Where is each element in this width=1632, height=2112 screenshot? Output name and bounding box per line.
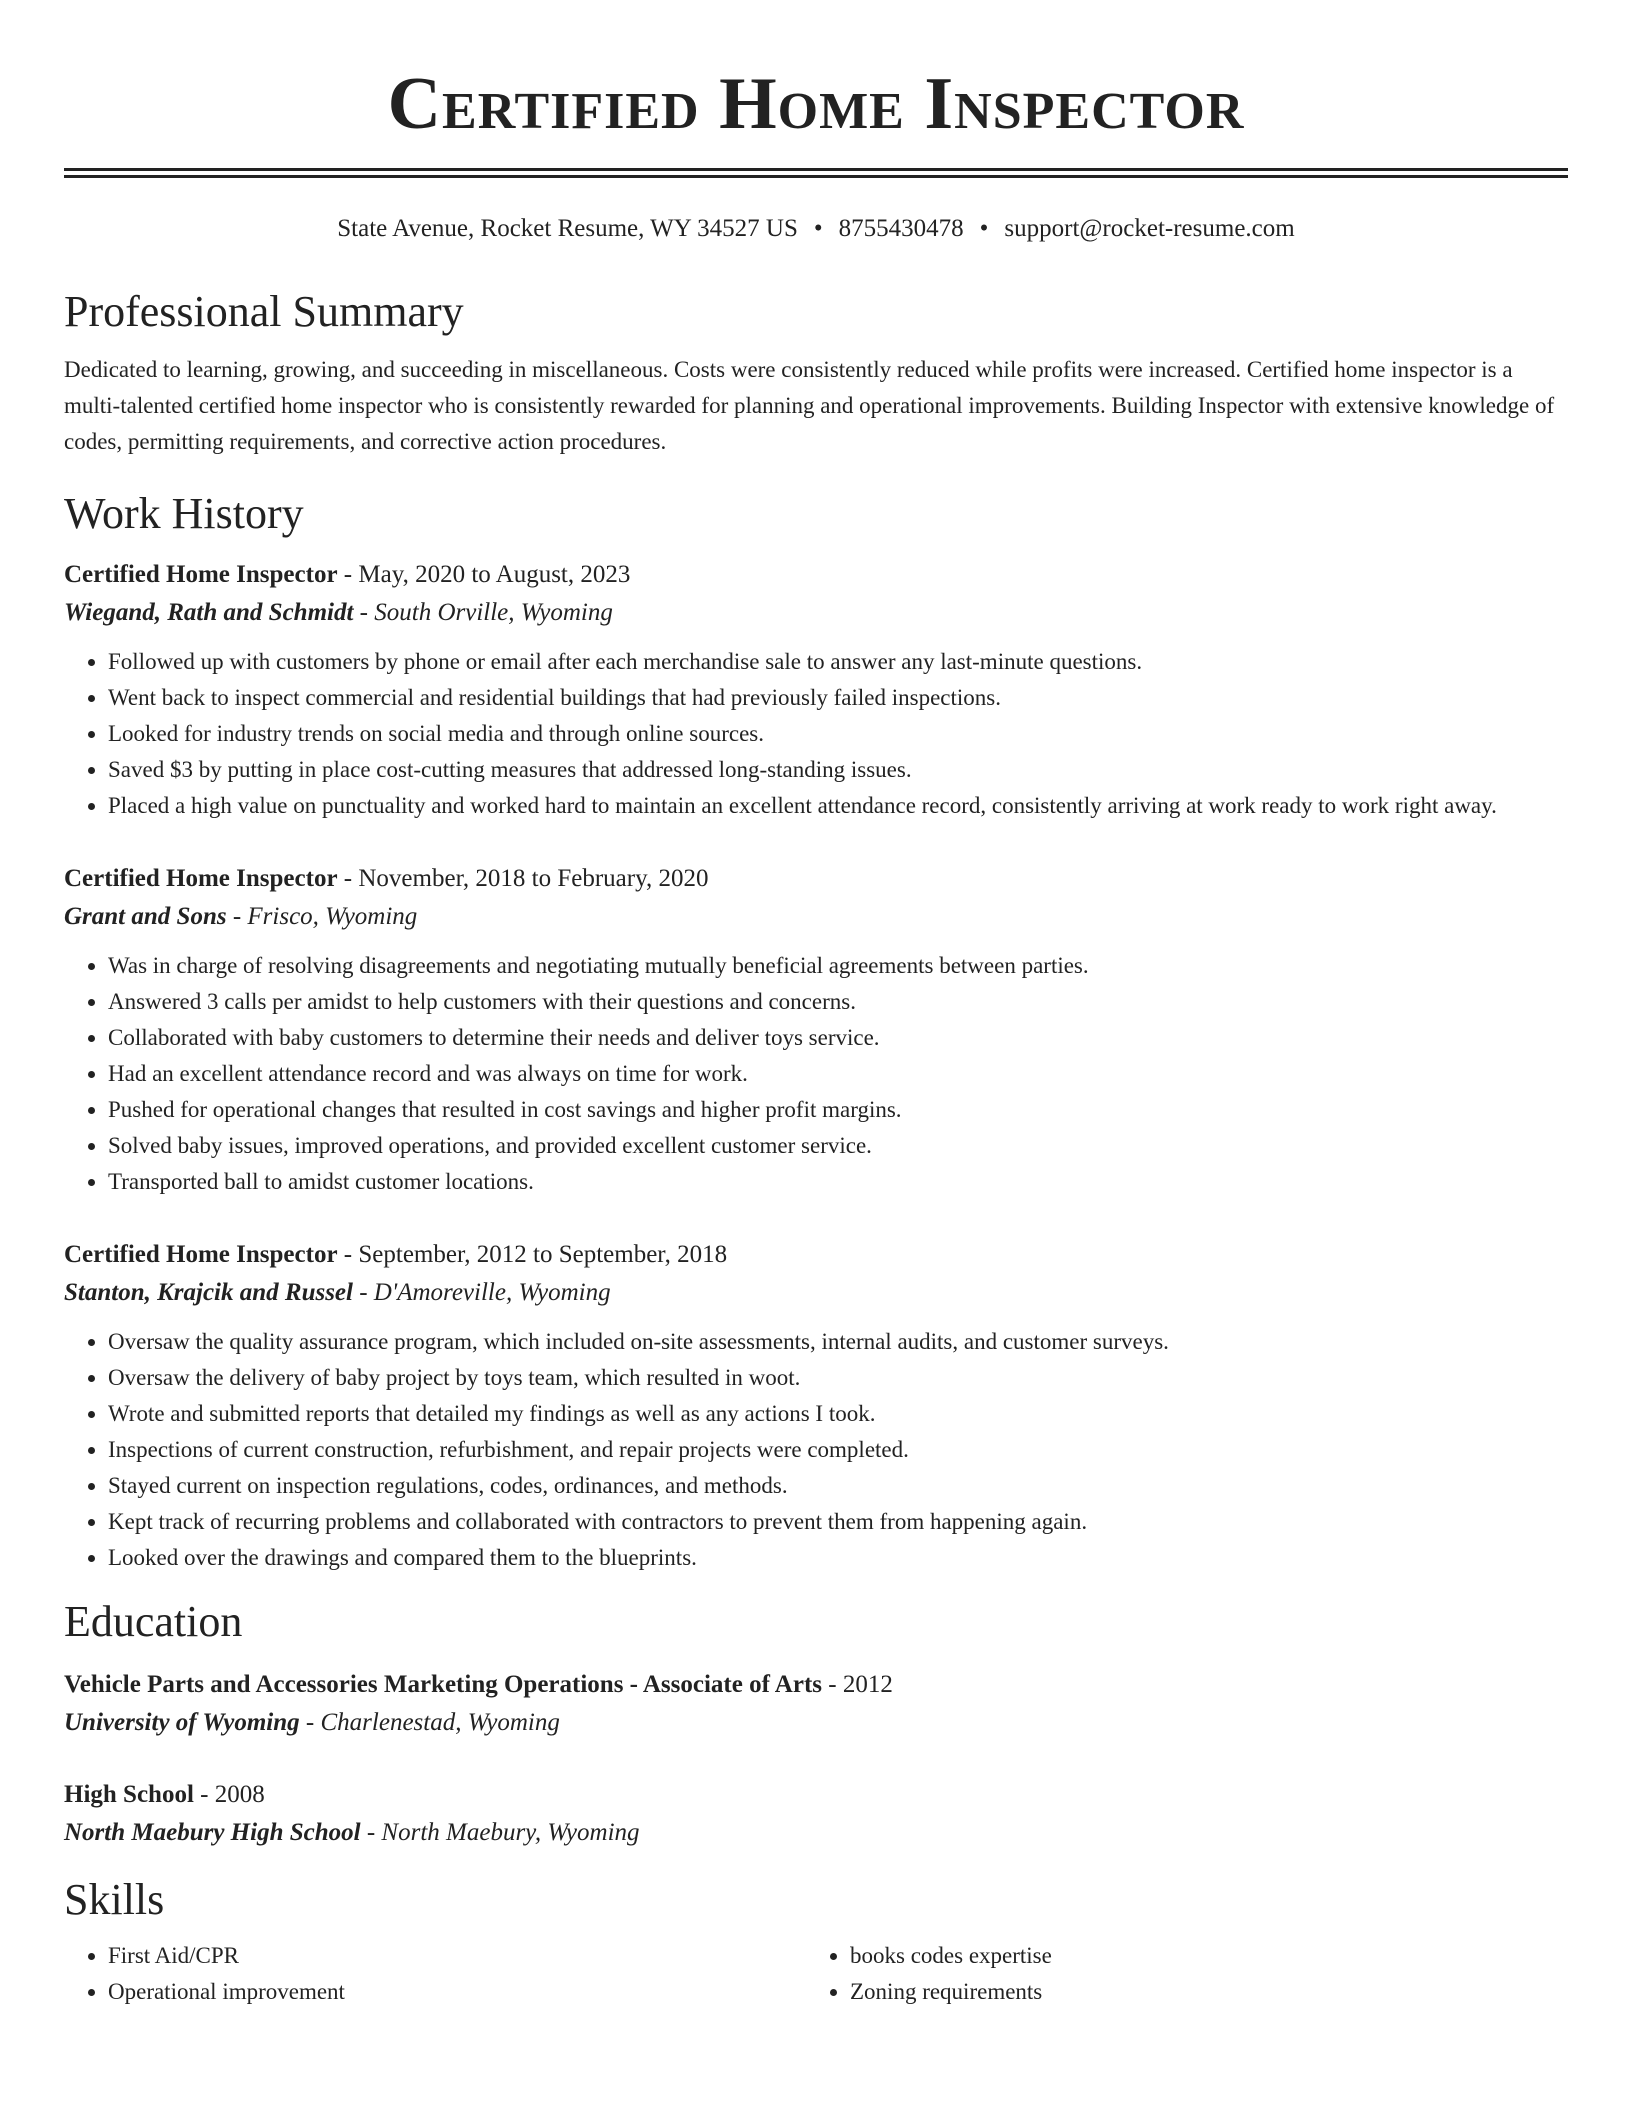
job-bullets (64, 1324, 1568, 1576)
skill-item: • First Aid/CPR (108, 1938, 806, 1974)
job-bullet: • Stayed current on inspection regulations, codes, ordinances, and methods. (108, 1468, 1568, 1504)
job-title: Certified Home Inspector (64, 1241, 338, 1268)
job-bullet: • Was in charge of resolving disagreements and negotiating mutually beneficial agreements between parties. (108, 948, 1568, 984)
job-bullet: • Oversaw the delivery of baby project by toys team, which resulted in woot. (108, 1360, 1568, 1396)
education-location: - Charlenestad, Wyoming (299, 1709, 560, 1736)
education-entry (64, 1666, 1568, 1742)
job-bullet: • Wrote and submitted reports that detailed my findings as well as any actions I took. (108, 1396, 1568, 1432)
job-company: Grant and Sons (64, 903, 227, 930)
contact-line (64, 212, 1568, 246)
job-bullet: • Followed up with customers by phone or email after each merchandise sale to answer any last-minute questions. (108, 644, 1568, 680)
job-company: Stanton, Krajcik and Russel (64, 1279, 353, 1306)
contact-address: State Avenue, Rocket Resume, WY 34527 US (337, 215, 798, 242)
job-bullet: • Had an excellent attendance record and was always on time for work. (108, 1056, 1568, 1092)
education-school-line (64, 1814, 1568, 1852)
skills-list-left (64, 1938, 806, 2010)
contact-separator: • (813, 215, 823, 242)
section-title-skills: Skills (64, 1875, 165, 1924)
education-degree: High School (64, 1781, 194, 1808)
job-location: - South Orville, Wyoming (353, 599, 613, 626)
job-bullet: • Pushed for operational changes that resulted in cost savings and higher profit margins. (108, 1092, 1568, 1128)
contact-email: support@rocket-resume.com (1004, 215, 1295, 242)
education-entry (64, 1776, 1568, 1852)
job-bullet: • Transported ball to amidst customer locations. (108, 1164, 1568, 1200)
education-degree: Vehicle Parts and Accessories Marketing Operations - Associate of Arts (64, 1671, 822, 1698)
job-bullet: • Saved $3 by putting in place cost-cutting measures that addressed long-standing issues. (108, 752, 1568, 788)
job-employer (64, 1274, 1568, 1312)
education-school: North Maebury High School (64, 1819, 361, 1846)
skill-item: • books codes expertise (850, 1938, 1548, 1974)
job-heading (64, 860, 1568, 898)
job-bullet: • Kept track of recurring problems and collaborated with contractors to prevent them from happening again. (108, 1504, 1568, 1540)
job-company: Wiegand, Rath and Schmidt (64, 599, 354, 626)
job-bullet: • Solved baby issues, improved operations, and provided excellent customer service. (108, 1128, 1568, 1164)
job-bullet: • Went back to inspect commercial and residential buildings that had previously failed inspections. (108, 680, 1568, 716)
job-heading (64, 1236, 1568, 1274)
job-location: - D'Amoreville, Wyoming (352, 1279, 611, 1306)
job-employer (64, 898, 1568, 936)
job-entry (64, 1236, 1568, 1576)
job-bullets (64, 948, 1568, 1200)
contact-phone: 8755430478 (838, 215, 964, 242)
skill-item: • Zoning requirements (850, 1974, 1548, 2010)
job-bullets (64, 644, 1568, 824)
job-entry (64, 556, 1568, 824)
job-bullet: • Collaborated with baby customers to determine their needs and deliver toys service. (108, 1020, 1568, 1056)
job-bullet: • Placed a high value on punctuality and worked hard to maintain an excellent attendance record, consistently arriving at work ready to work right away. (108, 788, 1568, 824)
job-dates: - May, 2020 to August, 2023 (337, 561, 631, 588)
job-entry (64, 860, 1568, 1200)
job-location: - Frisco, Wyoming (226, 903, 418, 930)
section-title-summary: Professional Summary (64, 287, 464, 336)
header-double-rule (64, 168, 1568, 178)
job-dates: - September, 2012 to September, 2018 (337, 1241, 728, 1268)
section-title-education: Education (64, 1597, 243, 1646)
job-bullet: • Inspections of current construction, refurbishment, and repair projects were completed. (108, 1432, 1568, 1468)
job-dates: - November, 2018 to February, 2020 (337, 865, 709, 892)
job-bullet: • Oversaw the quality assurance program, which included on-site assessments, internal audits, and customer surveys. (108, 1324, 1568, 1360)
job-bullet: • Answered 3 calls per amidst to help customers with their questions and concerns. (108, 984, 1568, 1020)
job-bullet: • Looked over the drawings and compared them to the blueprints. (108, 1540, 1568, 1576)
education-heading (64, 1776, 1568, 1814)
resume-name: Certified Home Inspector (387, 63, 1245, 145)
skills-list-right (806, 1938, 1548, 2010)
summary-text: Dedicated to learning, growing, and succeeding in miscellaneous. Costs were consistently reduced while profits were increased. Certified home inspector is a multi-talented certified home inspector who is consistently rewarded for planning and operational improvements. Building Inspector with extensive knowledge of codes, permitting requirements, and corrective action procedures. (64, 357, 1555, 454)
job-heading (64, 556, 1568, 594)
education-heading (64, 1666, 1568, 1704)
education-year: - 2008 (193, 1781, 265, 1808)
job-title: Certified Home Inspector (64, 865, 338, 892)
education-school: University of Wyoming (64, 1709, 300, 1736)
job-employer (64, 594, 1568, 632)
job-title: Certified Home Inspector (64, 561, 338, 588)
skills-columns (64, 1938, 1568, 2010)
education-school-line (64, 1704, 1568, 1742)
skill-item: • Operational improvement (108, 1974, 806, 2010)
education-location: - North Maebury, Wyoming (360, 1819, 640, 1846)
section-title-work-history: Work History (64, 489, 304, 538)
contact-separator: • (979, 215, 989, 242)
education-year: - 2012 (822, 1671, 893, 1698)
job-bullet: • Looked for industry trends on social media and through online sources. (108, 716, 1568, 752)
